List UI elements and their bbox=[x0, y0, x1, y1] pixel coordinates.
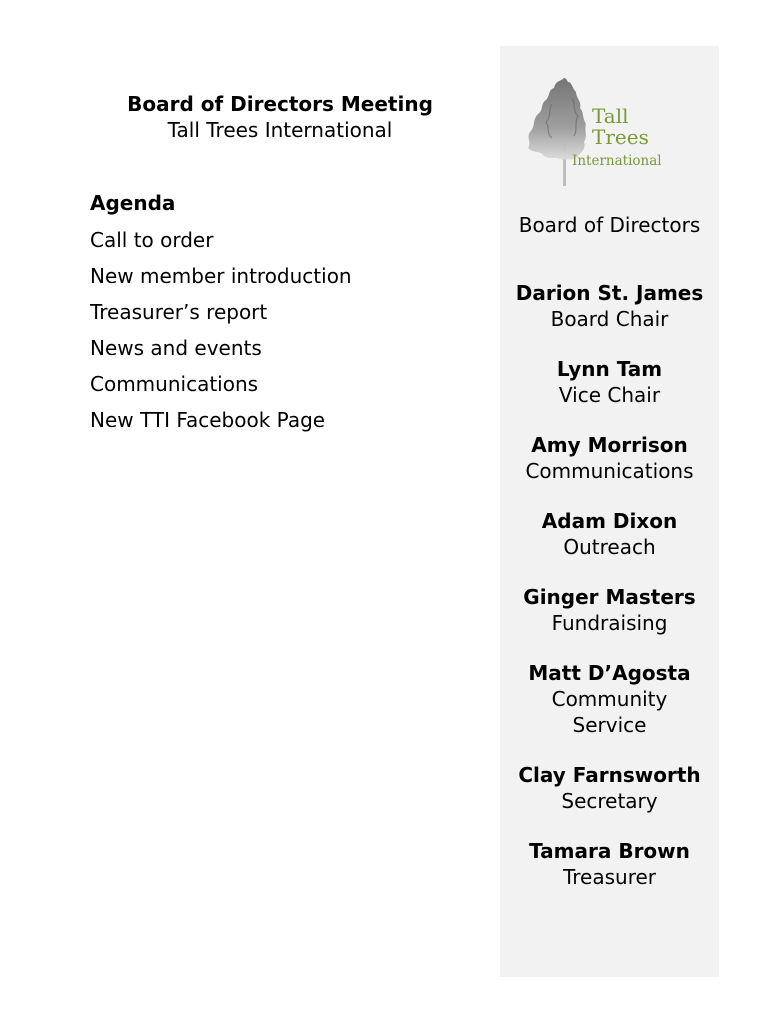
organization-logo bbox=[526, 74, 696, 192]
member-name: Ginger Masters bbox=[523, 585, 696, 609]
organization-name: Tall Trees International bbox=[167, 118, 393, 142]
agenda-item: News and events bbox=[90, 336, 262, 360]
logo-line-3: International bbox=[572, 153, 662, 169]
board-member-list bbox=[500, 280, 719, 914]
member-name: Darion St. James bbox=[515, 281, 704, 305]
board-member bbox=[500, 762, 719, 814]
member-name: Tamara Brown bbox=[529, 839, 690, 863]
member-name: Amy Morrison bbox=[531, 433, 688, 457]
member-name: Matt D’Agosta bbox=[528, 661, 691, 685]
logo-line-2: Trees bbox=[592, 125, 649, 149]
board-member bbox=[500, 508, 719, 560]
agenda-list bbox=[90, 227, 352, 443]
member-role: Outreach bbox=[563, 535, 656, 559]
member-role: Secretary bbox=[561, 789, 658, 813]
board-member bbox=[500, 356, 719, 408]
agenda-item: Call to order bbox=[90, 228, 214, 252]
member-role: Fundraising bbox=[551, 611, 668, 635]
meeting-title: Board of Directors Meeting bbox=[127, 92, 433, 116]
member-role: Board Chair bbox=[550, 307, 669, 331]
member-name: Adam Dixon bbox=[541, 509, 678, 533]
board-member bbox=[500, 838, 719, 890]
tree-icon bbox=[526, 74, 696, 192]
board-member bbox=[500, 280, 719, 332]
board-member bbox=[500, 584, 719, 636]
agenda-heading: Agenda bbox=[90, 191, 176, 215]
member-role: Community Service bbox=[551, 687, 668, 737]
board-member bbox=[500, 432, 719, 484]
logo-line-1: Tall bbox=[592, 104, 629, 128]
member-role: Vice Chair bbox=[558, 383, 661, 407]
agenda-item: New TTI Facebook Page bbox=[90, 408, 326, 432]
member-role: Treasurer bbox=[562, 865, 657, 889]
member-role: Communications bbox=[525, 459, 694, 483]
member-name: Lynn Tam bbox=[556, 357, 663, 381]
member-name: Clay Farnsworth bbox=[518, 763, 701, 787]
board-member bbox=[500, 660, 719, 738]
board-heading: Board of Directors bbox=[518, 213, 701, 237]
agenda-item: Communications bbox=[90, 372, 259, 396]
agenda-item: Treasurer’s report bbox=[90, 300, 268, 324]
board-sidebar bbox=[500, 46, 719, 977]
agenda-item: New member introduction bbox=[90, 264, 352, 288]
